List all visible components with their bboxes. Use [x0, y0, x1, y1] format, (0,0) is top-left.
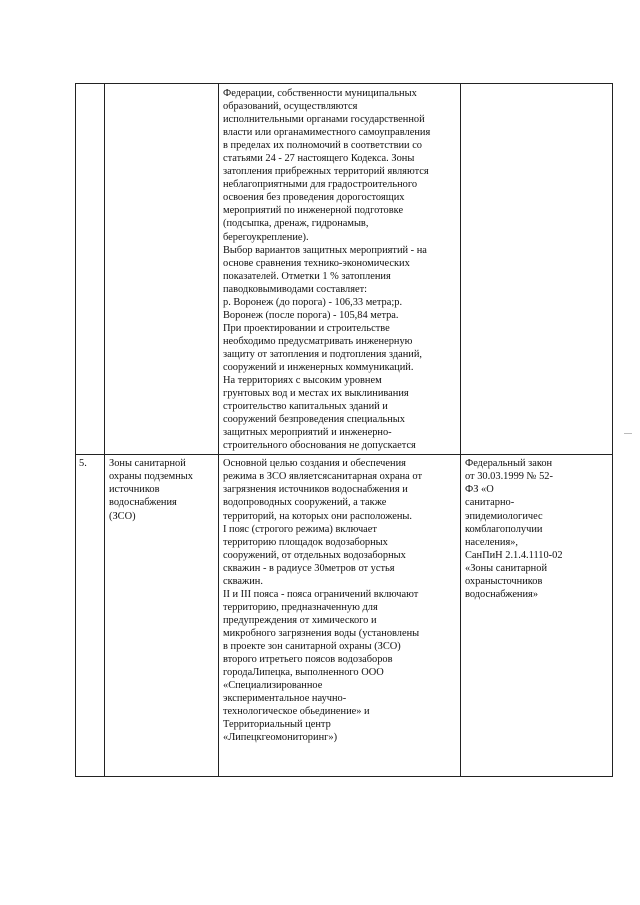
legal-reference: Федеральный закон от 30.03.1999 № 52- ФЗ «О санитарно- эпидемиологичес комблагополучии населения», СанПиН 2.1.4.1110-02 «Зоны санитарной охранысточников водоснабжения» — [465, 458, 563, 600]
zone-description: Основной целью создания и обеспечения режима в ЗСО являетсясанитарная охрана от загрязнения источников водоснабжения и водопроводных сооружений, а также территорий, на которых они расположены. I пояс (строгого режима) включает территорию площадок водозаборных сооружений, от отдельных водозаборных скважин - в радиусе 30метров от устья скважин. II и III пояса - пояса ограничений включают территорию, предназначенную для предупреждения от химического и микробного загрязнения воды (установлены в проекте зон санитарной охраны (ЗСО) второго итретьего поясов водозаборов городаЛипецка, выполненного ООО «Специализированное экспериментальное научно- технологическое обьединение» и Территориальный центр «Липецкгеомониторинг») — [223, 458, 422, 744]
zones-table — [75, 83, 613, 777]
zone-name-cell — [105, 84, 219, 455]
row-number-cell — [76, 455, 105, 777]
zone-name — [105, 84, 218, 89]
zone-name-cell — [105, 455, 219, 777]
row-number-cell — [76, 84, 105, 455]
legal-reference-cell — [461, 84, 613, 455]
row-number: 5. — [79, 458, 87, 470]
zone-description: Федерации, собственности муниципальных образований, осуществляются исполнительными органами государственной власти или органамиместного самоуправления в пределах их полномочий в соответствии со статьями 24 - 27 настоящего Кодекса. Зоны затопления прибрежных территорий являются неблагоприятными для градостроительного освоения без проведения дорогостоящих мероприятий по инженерной подготовке (подсыпка, дренаж, гидронамыв, берегоукрепление). Выбор вариантов защитных мероприятий - на основе сравнения технико-экономических показателей. Отметки 1 % затопления паводковымиводами составляет: р. Воронеж (до порога) - 106,33 метра;р. Воронеж (после порога) - 105,84 метра. При проектировании и строительстве необходимо предусматривать инженерную защиту от затопления и подтопления зданий, сооружений и инженерных коммуникаций. На территориях с высоким уровнем грунтовых вод и местах их выклинивания строительство капитальных зданий и сооружений безпроведения специальных защитных мероприятий и инженерно- строительного обоснования не допускается — [223, 88, 431, 452]
zone-description-cell — [219, 84, 461, 455]
legal-reference — [461, 84, 612, 89]
table-row — [76, 84, 613, 455]
legal-reference-cell — [461, 455, 613, 777]
table-row — [76, 455, 613, 777]
zone-description-cell — [219, 455, 461, 777]
scan-margin-mark — [624, 433, 632, 434]
zone-name: Зоны санитарной охраны подземных источников водоснабжения (ЗСО) — [109, 458, 193, 522]
row-number — [76, 84, 104, 88]
